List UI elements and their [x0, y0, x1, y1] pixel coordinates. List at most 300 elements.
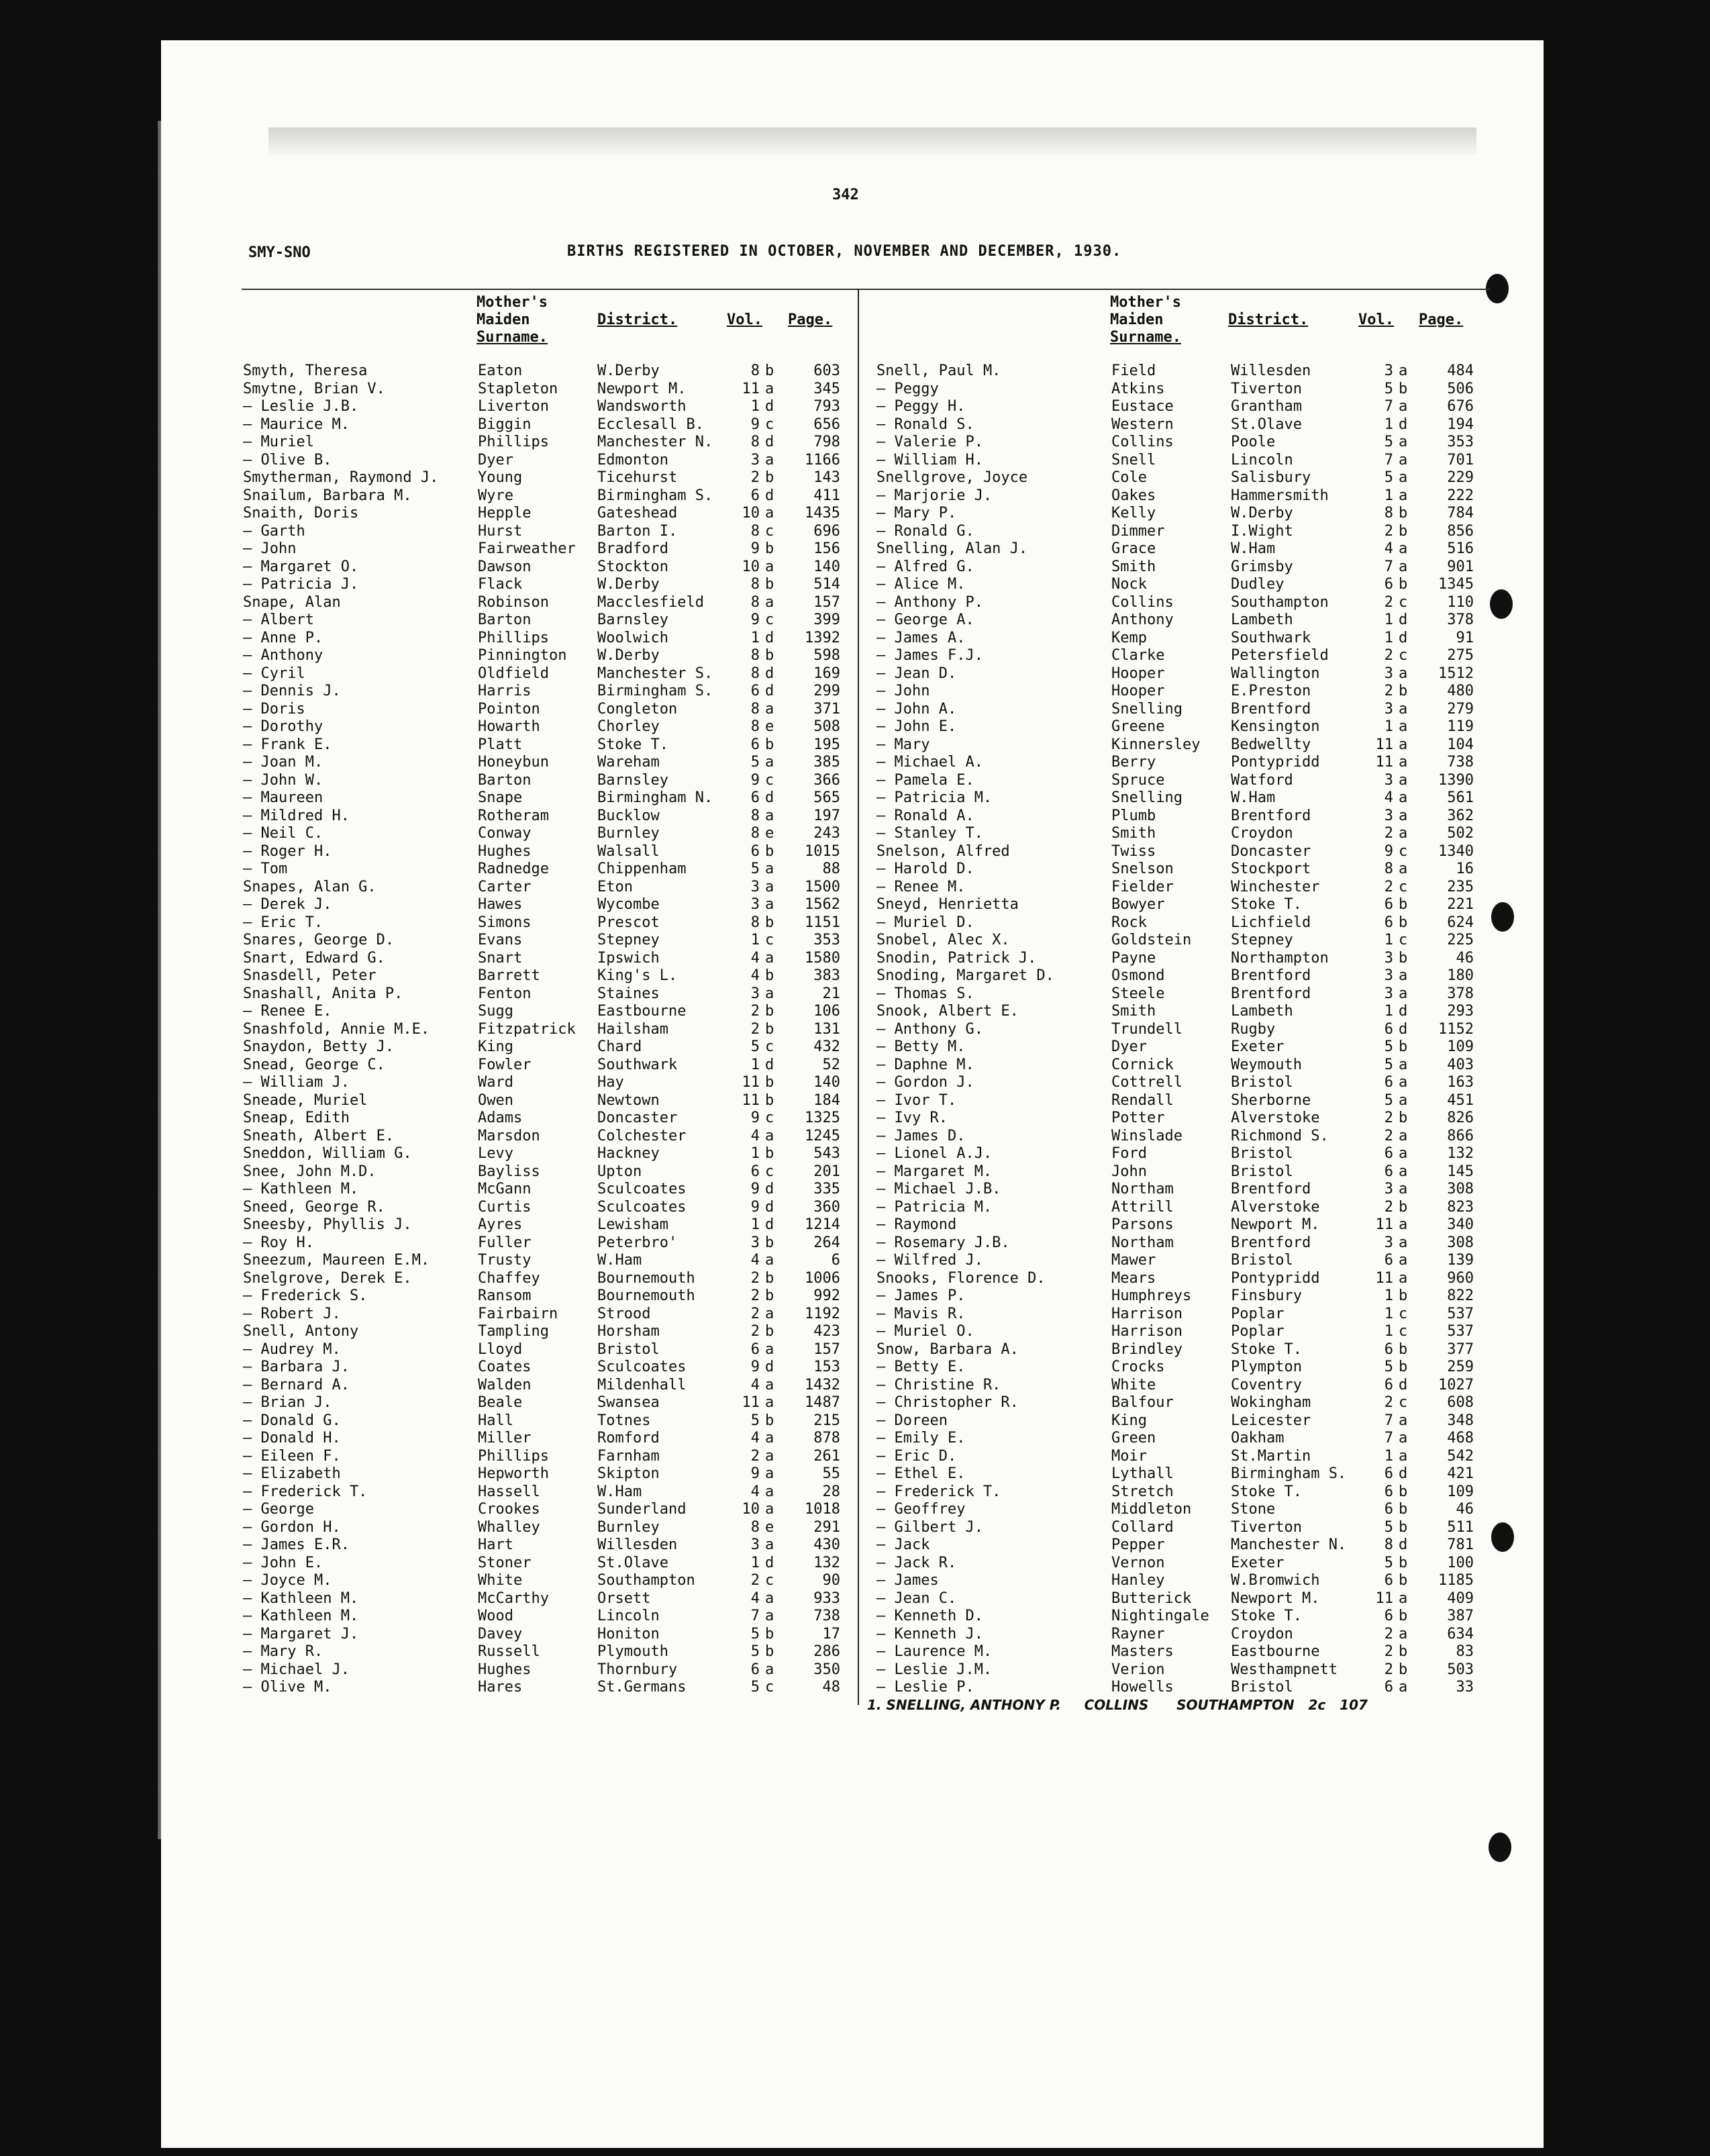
child-name: — John A. [876, 700, 957, 718]
child-name: — Anthony P. [876, 593, 983, 611]
district: Brentford [1231, 1181, 1311, 1197]
page-number-cell: 798 [813, 434, 840, 450]
page-number-cell: 960 [1447, 1269, 1474, 1287]
volume-number: 11 [742, 380, 760, 397]
page-number-cell: 1432 [805, 1376, 840, 1393]
volume-letter: a [765, 700, 774, 718]
district: Richmond S. [1231, 1127, 1329, 1144]
volume-number: 9 [750, 1359, 760, 1375]
district: Willesden [1231, 362, 1311, 379]
district: Coventry [1231, 1376, 1302, 1393]
volume-letter: d [765, 1554, 774, 1571]
page-number-cell: 279 [1447, 700, 1474, 718]
volume-letter: b [1399, 914, 1408, 931]
district: Bristol [1231, 1252, 1293, 1269]
mother-maiden-surname: Crocks [1111, 1359, 1165, 1375]
volume-number: 5 [750, 1643, 760, 1660]
mother-maiden-surname: Nightingale [1111, 1608, 1209, 1624]
volume-letter: a [1399, 754, 1408, 771]
volume-number: 1 [1384, 932, 1393, 948]
volume-number: 3 [750, 1536, 760, 1553]
volume-letter: c [1399, 593, 1408, 611]
mother-maiden-surname: Oakes [1111, 487, 1156, 504]
volume-letter: b [765, 1074, 774, 1091]
volume-letter: b [765, 1020, 774, 1038]
page-number-cell: 1214 [805, 1216, 840, 1233]
volume-number: 2 [750, 1020, 760, 1038]
page-number-cell: 514 [813, 576, 840, 593]
child-name: — Peggy [876, 380, 939, 397]
volume-number: 5 [750, 1038, 760, 1055]
child-name: — Ivor T. [876, 1091, 957, 1109]
mother-maiden-surname: Collard [1111, 1518, 1174, 1536]
child-name: — Cyril [243, 665, 305, 682]
page-number-cell: 340 [1447, 1216, 1474, 1233]
mother-maiden-surname: Winslade [1111, 1127, 1183, 1144]
child-name: — Dennis J. [243, 683, 341, 699]
volume-number: 2 [1384, 1643, 1393, 1660]
volume-letter: a [1399, 1181, 1408, 1197]
district: Wareham [597, 754, 660, 771]
volume-number: 4 [1384, 789, 1393, 806]
volume-number: 2 [1384, 647, 1393, 664]
district: Grimsby [1231, 558, 1293, 575]
volume-number: 3 [1384, 1181, 1393, 1197]
child-name: — Laurence M. [876, 1643, 993, 1660]
volume-number: 11 [1375, 754, 1393, 771]
volume-number: 6 [1384, 914, 1393, 931]
district-header [597, 311, 677, 329]
child-name: — Margaret M. [876, 1163, 993, 1180]
mother-maiden-surname: Mawer [1111, 1252, 1156, 1269]
volume-number: 1 [1384, 1287, 1393, 1304]
mother-maiden-surname: Trusty [478, 1252, 532, 1269]
page-number-cell: 28 [822, 1483, 840, 1500]
volume-letter: d [1399, 1465, 1408, 1482]
page-number-cell: 145 [1447, 1163, 1474, 1180]
volume-letter: a [1399, 1091, 1408, 1109]
page-number-cell: 933 [813, 1589, 840, 1607]
child-name: — Albert [243, 611, 314, 628]
child-name: — Raymond [876, 1216, 957, 1233]
child-name: — Lionel A.J. [876, 1145, 993, 1162]
district: Thornbury [597, 1661, 678, 1678]
district: Romford [597, 1430, 660, 1447]
volume-number: 1 [1384, 415, 1393, 433]
volume-letter: d [1399, 1536, 1408, 1553]
district: Strood [597, 1305, 651, 1322]
handwritten-correction: 1. SNELLING, ANTHONY P. COLLINS SOUTHAMPTON 2c 107 [867, 1697, 1368, 1713]
page-number-cell: 259 [1447, 1359, 1474, 1375]
page-number-cell: 157 [813, 593, 840, 611]
page-number-cell: 387 [1447, 1608, 1474, 1624]
mother-maiden-surname: Cole [1111, 469, 1147, 486]
district: Brentford [1231, 967, 1311, 984]
mother-maiden-surname: Moir [1111, 1447, 1147, 1465]
page-number-cell: 1015 [805, 842, 840, 860]
page-number-cell: 229 [1447, 469, 1474, 486]
page-number-cell: 542 [1447, 1447, 1474, 1465]
volume-number: 2 [1384, 1127, 1393, 1144]
child-name: — Olive B. [243, 451, 332, 469]
child-name: — Maureen [243, 789, 323, 806]
child-name: — Kathleen M. [243, 1608, 359, 1624]
volume-letter: b [1399, 683, 1408, 699]
child-name: — Valerie P. [876, 434, 983, 450]
child-name: — Betty E. [876, 1359, 966, 1375]
page-number-cell: 793 [813, 398, 840, 415]
volume-number: 8 [750, 576, 760, 593]
mother-maiden-surname: Hall [478, 1412, 513, 1429]
district: W.Ham [1231, 540, 1276, 557]
district: Peterbro' [597, 1234, 678, 1251]
mother-maiden-surname: Phillips [478, 629, 549, 646]
volume-number: 9 [750, 1198, 760, 1216]
volume-letter: d [765, 1216, 774, 1233]
mother-maiden-surname: Hughes [478, 842, 532, 860]
mother-maiden-surname: Hurst [478, 522, 523, 540]
volume-letter: c [1399, 932, 1408, 948]
volume-letter: a [765, 451, 774, 469]
volume-letter: b [1399, 522, 1408, 540]
volume-number: 1 [1384, 629, 1393, 646]
child-name: — Muriel [243, 434, 314, 450]
district: Prescot [597, 914, 660, 931]
district: Barnsley [597, 611, 668, 628]
mother-maiden-surname: Steele [1111, 985, 1165, 1002]
mother-maiden-surname: Snell [1111, 451, 1156, 469]
page-number-cell: 781 [1447, 1536, 1474, 1553]
child-name: — Stanley T. [876, 825, 983, 842]
volume-letter: d [1399, 1020, 1408, 1038]
child-name: — Thomas S. [876, 985, 974, 1002]
volume-number: 7 [1384, 451, 1393, 469]
child-name: — John [243, 540, 297, 557]
child-name: Snooks, Florence D. [876, 1269, 1046, 1287]
district: W.Ham [597, 1252, 642, 1269]
district: Alverstoke [1231, 1110, 1320, 1126]
volume-number: 6 [1384, 1608, 1393, 1624]
mother-maiden-surname: King [1111, 1412, 1147, 1429]
mother-maiden-surname: Bowyer [1111, 896, 1165, 913]
mother-maiden-surname: Clarke [1111, 647, 1165, 664]
page-number-cell: 140 [813, 558, 840, 575]
district: Skipton [597, 1465, 660, 1482]
child-name: — Jean C. [876, 1589, 957, 1607]
child-name: Snelgrove, Derek E. [243, 1269, 412, 1287]
volume-letter: b [1399, 380, 1408, 397]
page-number-cell: 91 [1456, 629, 1474, 646]
district: Staines [597, 985, 660, 1002]
page-number-cell: 378 [1447, 611, 1474, 628]
page-number-cell: 131 [813, 1020, 840, 1038]
volume-letter: a [765, 878, 774, 895]
page-number-cell: 1245 [805, 1127, 840, 1144]
district: Bucklow [597, 807, 660, 824]
child-name: — Christine R. [876, 1376, 1001, 1393]
district: Sculcoates [597, 1181, 687, 1197]
child-name: — Emily E. [876, 1430, 966, 1447]
volume-number: 6 [1384, 1020, 1393, 1038]
mother-maiden-surname: Adams [478, 1110, 523, 1126]
district: Woolwich [597, 629, 668, 646]
district: Stockport [1231, 861, 1311, 877]
district: Sculcoates [597, 1359, 687, 1375]
header-rule [242, 289, 1490, 290]
district: Oakham [1231, 1430, 1285, 1447]
district: Congleton [597, 700, 678, 718]
district: Burnley [597, 1518, 660, 1536]
district: Poplar [1231, 1323, 1285, 1340]
volume-letter: a [1399, 1216, 1408, 1233]
child-name: Sneddon, William G. [243, 1145, 412, 1162]
volume-number: 6 [750, 683, 760, 699]
volume-number: 6 [1384, 896, 1393, 913]
volume-letter: a [765, 558, 774, 575]
district: Eastbourne [597, 1003, 687, 1020]
volume-number: 8 [750, 522, 760, 540]
volume-number: 6 [750, 842, 760, 860]
volume-letter: e [765, 718, 774, 735]
volume-letter: b [765, 1145, 774, 1162]
volume-letter: d [765, 1359, 774, 1375]
district: Upton [597, 1163, 642, 1180]
volume-letter: b [1399, 1198, 1408, 1216]
page-number-cell: 1580 [805, 949, 840, 967]
volume-number: 5 [750, 1412, 760, 1429]
volume-number: 3 [1384, 967, 1393, 984]
volume-number: 7 [1384, 558, 1393, 575]
volume-letter: a [765, 1661, 774, 1678]
page-number-cell: 823 [1447, 1198, 1474, 1216]
mother-maiden-surname: Snart [478, 949, 523, 967]
page-number-cell: 225 [1447, 932, 1474, 948]
page-number-cell: 163 [1447, 1074, 1474, 1091]
child-name: — Frank E. [243, 736, 332, 753]
district: Tiverton [1231, 380, 1302, 397]
punch-hole-icon [1491, 902, 1514, 932]
mother-maiden-surname: Kelly [1111, 505, 1156, 522]
district: Bradford [597, 540, 668, 557]
mother-maiden-surname: Marsdon [478, 1127, 540, 1144]
mother-maiden-surname: Potter [1111, 1110, 1165, 1126]
volume-letter: a [765, 1430, 774, 1447]
district: Gateshead [597, 505, 678, 522]
child-name: Smytne, Brian V. [243, 380, 385, 397]
volume-letter: a [1399, 665, 1408, 682]
mother-maiden-surname: Green [1111, 1430, 1156, 1447]
mother-maiden-surname: Lythall [1111, 1465, 1174, 1482]
child-name: — Joan M. [243, 754, 323, 771]
district-header-label: District. [1228, 311, 1309, 328]
page-number-cell: 201 [813, 1163, 840, 1180]
volume-letter: e [765, 825, 774, 842]
child-name: Snead, George C. [243, 1056, 385, 1073]
volume-number: 2 [1384, 683, 1393, 699]
district: Mildenhall [597, 1376, 687, 1393]
page-number-cell: 634 [1447, 1625, 1474, 1643]
volume-number: 1 [750, 1216, 760, 1233]
page-number-cell: 100 [1447, 1554, 1474, 1571]
district: Salisbury [1231, 469, 1311, 486]
page-number-cell: 350 [813, 1661, 840, 1678]
maiden-header-line2: Maiden [476, 311, 530, 328]
volume-number: 1 [750, 629, 760, 646]
mother-maiden-surname: Davey [478, 1625, 523, 1643]
volume-number: 6 [1384, 1252, 1393, 1269]
volume-letter: a [1399, 1163, 1408, 1180]
mother-maiden-surname: Parsons [1111, 1216, 1174, 1233]
child-name: Snoding, Margaret D. [876, 967, 1054, 984]
mother-maiden-surname: Brindley [1111, 1340, 1183, 1358]
volume-letter: a [1399, 861, 1408, 877]
volume-number: 6 [750, 1340, 760, 1358]
mother-maiden-surname: Greene [1111, 718, 1165, 735]
child-name: — Doris [243, 700, 305, 718]
district: Croydon [1231, 825, 1293, 842]
mother-maiden-surname: Smith [1111, 1003, 1156, 1020]
mother-maiden-surname: Fuller [478, 1234, 532, 1251]
mother-maiden-surname: Goldstein [1111, 932, 1192, 948]
maiden-header-line3: Surname. [1110, 329, 1181, 346]
column-divider [858, 289, 859, 1705]
child-name: Snell, Paul M. [876, 362, 1001, 379]
volume-number: 4 [750, 967, 760, 984]
volume-letter: a [765, 861, 774, 877]
mother-maiden-surname: Fowler [478, 1056, 532, 1073]
page-number-cell: 194 [1447, 415, 1474, 433]
volume-number: 9 [1384, 842, 1393, 860]
volume-letter: c [765, 1110, 774, 1126]
district: Southwark [597, 1056, 678, 1073]
page-number-cell: 409 [1447, 1589, 1474, 1607]
page-number-cell: 286 [813, 1643, 840, 1660]
district: Birmingham S. [597, 487, 713, 504]
page-number-cell: 1006 [805, 1269, 840, 1287]
volume-letter: d [1399, 629, 1408, 646]
volume-number: 11 [742, 1091, 760, 1109]
mother-maiden-surname: Fenton [478, 985, 532, 1002]
volume-number: 5 [1384, 469, 1393, 486]
mother-maiden-surname: Walden [478, 1376, 532, 1393]
mother-maiden-surname: Collins [1111, 593, 1174, 611]
volume-letter: d [765, 1198, 774, 1216]
volume-number: 1 [1384, 487, 1393, 504]
child-name: — Dorothy [243, 718, 323, 735]
district: Bristol [1231, 1074, 1293, 1091]
child-name: Sneesby, Phyllis J. [243, 1216, 412, 1233]
volume-number: 5 [750, 754, 760, 771]
volume-letter: b [1399, 1572, 1408, 1589]
volume-letter: c [765, 1163, 774, 1180]
mother-maiden-surname: Tampling [478, 1323, 549, 1340]
mother-maiden-surname: Atkins [1111, 380, 1165, 397]
mother-maiden-surname: Kemp [1111, 629, 1147, 646]
volume-letter: b [1399, 1554, 1408, 1571]
district: Barton I. [597, 522, 678, 540]
district-header-label: District. [597, 311, 678, 328]
volume-number: 7 [750, 1608, 760, 1624]
page-title: BIRTHS REGISTERED IN OCTOBER, NOVEMBER AND DECEMBER, 1930. [567, 243, 1122, 260]
mother-maiden-surname: Hares [478, 1679, 523, 1696]
district: Sunderland [597, 1501, 687, 1518]
mother-maiden-surname: Crookes [478, 1501, 540, 1518]
volume-number: 3 [1384, 949, 1393, 967]
mother-maiden-surname: Sugg [478, 1003, 513, 1020]
district: Lewisham [597, 1216, 668, 1233]
child-name: Snaith, Doris [243, 505, 359, 522]
mother-maiden-surname: Wyre [478, 487, 513, 504]
volume-number: 8 [750, 718, 760, 735]
district: Leicester [1231, 1412, 1311, 1429]
district: Hay [597, 1074, 624, 1091]
child-name: — Anthony G. [876, 1020, 983, 1038]
page-number-cell: 992 [813, 1287, 840, 1304]
mother-maiden-surname: King [478, 1038, 513, 1055]
surname-range: SMY-SNO [248, 244, 311, 261]
volume-number: 6 [750, 736, 760, 753]
district: Lincoln [597, 1608, 660, 1624]
volume-number: 2 [750, 1287, 760, 1304]
maiden-surname-header [476, 294, 548, 346]
volume-letter: c [765, 522, 774, 540]
district: Brentford [1231, 807, 1311, 824]
child-name: — Patricia M. [876, 1198, 993, 1216]
mother-maiden-surname: Chaffey [478, 1269, 540, 1287]
district: Rugby [1231, 1020, 1276, 1038]
district: Burnley [597, 825, 660, 842]
child-name: — Patricia M. [876, 789, 993, 806]
page-number-cell: 353 [1447, 434, 1474, 450]
district: Hailsham [597, 1020, 668, 1038]
volume-letter: d [765, 629, 774, 646]
volume-number: 2 [750, 1003, 760, 1020]
page-number-cell: 403 [1447, 1056, 1474, 1073]
volume-letter: b [1399, 896, 1408, 913]
page-number-cell: 90 [822, 1572, 840, 1589]
page-number-cell: 109 [1447, 1038, 1474, 1055]
page-number-cell: 878 [813, 1430, 840, 1447]
page-number-cell: 565 [813, 789, 840, 806]
page-number-cell: 106 [813, 1003, 840, 1020]
page-number-cell: 603 [813, 362, 840, 379]
volume-letter: a [1399, 718, 1408, 735]
page-number-cell: 1166 [805, 451, 840, 469]
child-name: Snares, George D. [243, 932, 395, 948]
page-number-cell: 353 [813, 932, 840, 948]
child-name: Snook, Albert E. [876, 1003, 1019, 1020]
mother-maiden-surname: Fielder [1111, 878, 1174, 895]
volume-number: 3 [1384, 771, 1393, 789]
mother-maiden-surname: Cottrell [1111, 1074, 1183, 1091]
volume-letter: a [1399, 487, 1408, 504]
volume-letter: a [765, 1376, 774, 1393]
volume-number: 10 [742, 505, 760, 522]
mother-maiden-surname: Curtis [478, 1198, 532, 1216]
volume-letter: b [1399, 949, 1408, 967]
page-number-cell: 423 [813, 1323, 840, 1340]
mother-maiden-surname: Northam [1111, 1181, 1174, 1197]
volume-number: 9 [750, 540, 760, 557]
volume-number: 6 [750, 1163, 760, 1180]
child-name: — Christopher R. [876, 1394, 1019, 1411]
mother-maiden-surname: Harrison [1111, 1305, 1183, 1322]
child-name: — George A. [876, 611, 974, 628]
volume-number: 5 [1384, 1518, 1393, 1536]
child-name: — Ronald G. [876, 522, 974, 540]
volume-number: 5 [1384, 1038, 1393, 1055]
child-name: — James A. [876, 629, 966, 646]
